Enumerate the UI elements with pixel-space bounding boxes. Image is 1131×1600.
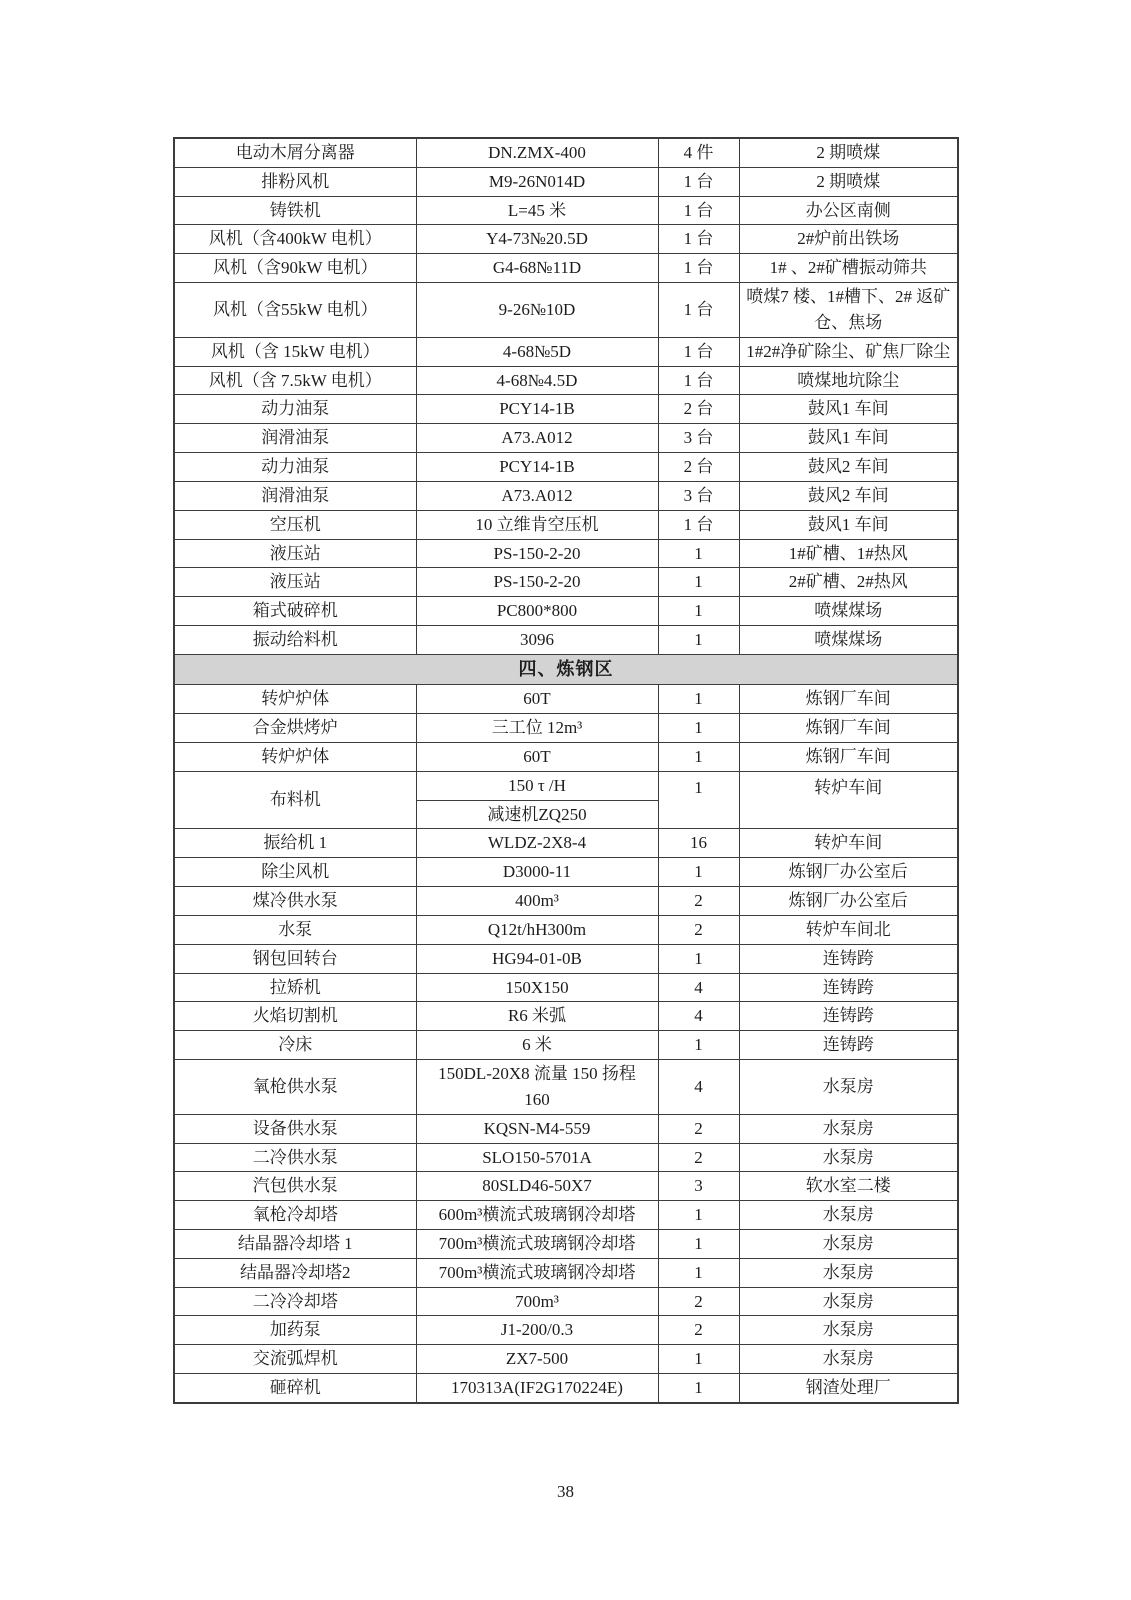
equipment-name-cell: 煤冷供水泵 — [174, 887, 416, 916]
equipment-name-cell: 液压站 — [174, 568, 416, 597]
table-row — [174, 829, 958, 858]
model-cell: D3000-11 — [416, 858, 658, 887]
equipment-name-cell: 加药泵 — [174, 1316, 416, 1345]
equipment-name-cell: 风机（含55kW 电机） — [174, 283, 416, 338]
location-cell: 转炉车间 — [739, 829, 958, 858]
table-row — [174, 685, 958, 714]
table-row — [174, 1316, 958, 1345]
quantity-cell: 1 — [658, 1201, 739, 1230]
equipment-name-cell: 振给机 1 — [174, 829, 416, 858]
table-row — [174, 510, 958, 539]
quantity-cell: 1 — [658, 1345, 739, 1374]
quantity-cell: 1 — [658, 742, 739, 771]
model-cell: 700m³横流式玻璃钢冷却塔 — [416, 1258, 658, 1287]
location-cell: 办公区南侧 — [739, 196, 958, 225]
quantity-cell: 1 台 — [658, 167, 739, 196]
table-row — [174, 395, 958, 424]
table-row — [174, 1002, 958, 1031]
quantity-cell: 16 — [658, 829, 739, 858]
equipment-name-cell: 钢包回转台 — [174, 944, 416, 973]
location-cell: 水泵房 — [739, 1316, 958, 1345]
location-cell: 水泵房 — [739, 1345, 958, 1374]
equipment-name-cell: 布料机 — [174, 771, 416, 829]
equipment-name-cell: 交流弧焊机 — [174, 1345, 416, 1374]
table-row — [174, 714, 958, 743]
equipment-name-cell: 空压机 — [174, 510, 416, 539]
equipment-name-cell: 润滑油泵 — [174, 481, 416, 510]
equipment-name-cell: 转炉炉体 — [174, 685, 416, 714]
location-cell: 水泵房 — [739, 1230, 958, 1259]
page-number: 38 — [557, 1482, 574, 1501]
model-cell: 60T — [416, 742, 658, 771]
equipment-name-cell: 风机（含90kW 电机） — [174, 254, 416, 283]
model-cell: G4-68№11D — [416, 254, 658, 283]
quantity-cell: 2 — [658, 1114, 739, 1143]
equipment-name-cell: 氧枪冷却塔 — [174, 1201, 416, 1230]
equipment-name-cell: 火焰切割机 — [174, 1002, 416, 1031]
table-row — [174, 568, 958, 597]
model-cell: 9-26№10D — [416, 283, 658, 338]
quantity-cell: 4 — [658, 973, 739, 1002]
model-cell: PS-150-2-20 — [416, 568, 658, 597]
table-row — [174, 858, 958, 887]
table-row — [174, 1345, 958, 1374]
table-row — [174, 1258, 958, 1287]
quantity-cell: 3 台 — [658, 481, 739, 510]
table-row — [174, 481, 958, 510]
equipment-table — [173, 137, 959, 1404]
model-cell: L=45 米 — [416, 196, 658, 225]
table-row — [174, 944, 958, 973]
location-cell: 连铸跨 — [739, 1031, 958, 1060]
quantity-cell: 1 — [658, 597, 739, 626]
table-row — [174, 1114, 958, 1143]
location-cell: 软水室二楼 — [739, 1172, 958, 1201]
equipment-name-cell: 砸碎机 — [174, 1374, 416, 1403]
location-cell: 连铸跨 — [739, 944, 958, 973]
location-cell: 炼钢厂办公室后 — [739, 858, 958, 887]
table-row — [174, 1172, 958, 1201]
model-cell: 150 τ /H — [416, 771, 658, 800]
model-cell: Y4-73№20.5D — [416, 225, 658, 254]
quantity-cell: 1 台 — [658, 510, 739, 539]
equipment-name-cell: 二冷供水泵 — [174, 1143, 416, 1172]
model-cell: 6 米 — [416, 1031, 658, 1060]
table-row — [174, 424, 958, 453]
table-row — [174, 283, 958, 338]
location-cell: 连铸跨 — [739, 1002, 958, 1031]
model-cell: 600m³横流式玻璃钢冷却塔 — [416, 1201, 658, 1230]
model-cell: SLO150-5701A — [416, 1143, 658, 1172]
location-cell: 鼓风1 车间 — [739, 424, 958, 453]
quantity-cell: 1 台 — [658, 366, 739, 395]
location-cell: 炼钢厂车间 — [739, 714, 958, 743]
equipment-name-cell: 水泵 — [174, 915, 416, 944]
table-row — [174, 453, 958, 482]
location-cell: 转炉车间北 — [739, 915, 958, 944]
quantity-cell: 4 件 — [658, 138, 739, 167]
quantity-cell: 1 — [658, 1258, 739, 1287]
table-row — [174, 1374, 958, 1403]
equipment-name-cell: 润滑油泵 — [174, 424, 416, 453]
model-cell: A73.A012 — [416, 424, 658, 453]
table-row — [174, 1201, 958, 1230]
quantity-cell: 1 — [658, 771, 739, 829]
quantity-cell: 3 — [658, 1172, 739, 1201]
equipment-name-cell: 结晶器冷却塔2 — [174, 1258, 416, 1287]
quantity-cell: 1 台 — [658, 283, 739, 338]
equipment-name-cell: 电动木屑分离器 — [174, 138, 416, 167]
model-cell: 10 立维肯空压机 — [416, 510, 658, 539]
table-section-row — [174, 654, 958, 684]
equipment-name-cell: 设备供水泵 — [174, 1114, 416, 1143]
location-cell: 2#矿槽、2#热风 — [739, 568, 958, 597]
table-row — [174, 167, 958, 196]
equipment-name-cell: 铸铁机 — [174, 196, 416, 225]
equipment-name-cell: 二冷冷却塔 — [174, 1287, 416, 1316]
location-cell: 钢渣处理厂 — [739, 1374, 958, 1403]
model-cell: DN.ZMX-400 — [416, 138, 658, 167]
equipment-name-cell: 排粉风机 — [174, 167, 416, 196]
quantity-cell: 1 台 — [658, 254, 739, 283]
equipment-name-cell: 汽包供水泵 — [174, 1172, 416, 1201]
location-cell: 喷煤煤场 — [739, 626, 958, 655]
location-cell: 2 期喷煤 — [739, 167, 958, 196]
model-cell: WLDZ-2X8-4 — [416, 829, 658, 858]
location-cell: 炼钢厂车间 — [739, 742, 958, 771]
quantity-cell: 1 — [658, 714, 739, 743]
model-cell: 60T — [416, 685, 658, 714]
quantity-cell: 1 — [658, 568, 739, 597]
quantity-cell: 1 — [658, 858, 739, 887]
model-cell: PC800*800 — [416, 597, 658, 626]
quantity-cell: 1 — [658, 1031, 739, 1060]
quantity-cell: 3 台 — [658, 424, 739, 453]
table-row — [174, 539, 958, 568]
model-cell: 700m³横流式玻璃钢冷却塔 — [416, 1230, 658, 1259]
table-row — [174, 771, 958, 800]
quantity-cell: 2 — [658, 1287, 739, 1316]
model-cell: 80SLD46-50X7 — [416, 1172, 658, 1201]
quantity-cell: 2 — [658, 1143, 739, 1172]
equipment-name-cell: 氧枪供水泵 — [174, 1060, 416, 1115]
quantity-cell: 1 台 — [658, 196, 739, 225]
model-cell: A73.A012 — [416, 481, 658, 510]
quantity-cell: 2 台 — [658, 453, 739, 482]
model-cell: PS-150-2-20 — [416, 539, 658, 568]
model-cell: R6 米弧 — [416, 1002, 658, 1031]
quantity-cell: 1 台 — [658, 337, 739, 366]
location-cell: 水泵房 — [739, 1060, 958, 1115]
table-row — [174, 915, 958, 944]
table-row — [174, 626, 958, 655]
location-cell: 连铸跨 — [739, 973, 958, 1002]
location-cell: 炼钢厂车间 — [739, 685, 958, 714]
location-cell: 喷煤7 楼、1#槽下、2# 返矿仓、焦场 — [739, 283, 958, 338]
equipment-name-cell: 动力油泵 — [174, 395, 416, 424]
model-cell: 3096 — [416, 626, 658, 655]
location-cell: 1# 、2#矿槽振动筛共 — [739, 254, 958, 283]
location-cell: 1#2#净矿除尘、矿焦厂除尘 — [739, 337, 958, 366]
location-cell: 水泵房 — [739, 1287, 958, 1316]
model-cell: 150DL-20X8 流量 150 扬程 160 — [416, 1060, 658, 1115]
quantity-cell: 1 — [658, 685, 739, 714]
location-cell: 水泵房 — [739, 1258, 958, 1287]
quantity-cell: 2 — [658, 1316, 739, 1345]
quantity-cell: 2 台 — [658, 395, 739, 424]
equipment-name-cell: 风机（含 15kW 电机） — [174, 337, 416, 366]
model-cell: 4-68№5D — [416, 337, 658, 366]
equipment-name-cell: 液压站 — [174, 539, 416, 568]
table-row — [174, 254, 958, 283]
model-cell: M9-26N014D — [416, 167, 658, 196]
equipment-name-cell: 合金烘烤炉 — [174, 714, 416, 743]
equipment-table-body — [174, 138, 958, 1403]
model-cell: 150X150 — [416, 973, 658, 1002]
location-cell: 喷煤地坑除尘 — [739, 366, 958, 395]
model-cell: 400m³ — [416, 887, 658, 916]
quantity-cell: 2 — [658, 915, 739, 944]
model-cell: 4-68№4.5D — [416, 366, 658, 395]
quantity-cell: 4 — [658, 1060, 739, 1115]
equipment-name-cell: 振动给料机 — [174, 626, 416, 655]
table-row — [174, 225, 958, 254]
table-row — [174, 196, 958, 225]
model-cell: KQSN-M4-559 — [416, 1114, 658, 1143]
location-cell: 鼓风1 车间 — [739, 395, 958, 424]
location-cell: 炼钢厂办公室后 — [739, 887, 958, 916]
section-header: 四、炼钢区 — [174, 654, 958, 684]
model-cell: ZX7-500 — [416, 1345, 658, 1374]
quantity-cell: 1 — [658, 1374, 739, 1403]
location-cell: 鼓风2 车间 — [739, 453, 958, 482]
location-cell: 鼓风2 车间 — [739, 481, 958, 510]
quantity-cell: 1 台 — [658, 225, 739, 254]
model-cell: 700m³ — [416, 1287, 658, 1316]
model-cell: PCY14-1B — [416, 395, 658, 424]
equipment-name-cell: 除尘风机 — [174, 858, 416, 887]
quantity-cell: 1 — [658, 539, 739, 568]
equipment-name-cell: 拉矫机 — [174, 973, 416, 1002]
table-row — [174, 337, 958, 366]
model-cell: 减速机ZQ250 — [416, 800, 658, 829]
table-row — [174, 1143, 958, 1172]
model-cell: PCY14-1B — [416, 453, 658, 482]
equipment-name-cell: 冷床 — [174, 1031, 416, 1060]
table-row — [174, 887, 958, 916]
quantity-cell: 1 — [658, 944, 739, 973]
table-row — [174, 1230, 958, 1259]
model-cell: HG94-01-0B — [416, 944, 658, 973]
location-cell: 2 期喷煤 — [739, 138, 958, 167]
table-row — [174, 366, 958, 395]
table-row — [174, 1031, 958, 1060]
location-cell: 鼓风1 车间 — [739, 510, 958, 539]
quantity-cell: 4 — [658, 1002, 739, 1031]
location-cell: 转炉车间 — [739, 771, 958, 829]
location-cell: 水泵房 — [739, 1114, 958, 1143]
model-cell: 三工位 12m³ — [416, 714, 658, 743]
model-cell: Q12t/hH300m — [416, 915, 658, 944]
equipment-name-cell: 风机（含 7.5kW 电机） — [174, 366, 416, 395]
table-row — [174, 597, 958, 626]
table-row — [174, 973, 958, 1002]
table-row — [174, 1287, 958, 1316]
quantity-cell: 1 — [658, 626, 739, 655]
table-row — [174, 742, 958, 771]
model-cell: J1-200/0.3 — [416, 1316, 658, 1345]
equipment-name-cell: 动力油泵 — [174, 453, 416, 482]
equipment-name-cell: 风机（含400kW 电机） — [174, 225, 416, 254]
model-cell: 170313A(IF2G170224E) — [416, 1374, 658, 1403]
table-row — [174, 138, 958, 167]
equipment-name-cell: 结晶器冷却塔 1 — [174, 1230, 416, 1259]
location-cell: 2#炉前出铁场 — [739, 225, 958, 254]
location-cell: 喷煤煤场 — [739, 597, 958, 626]
equipment-name-cell: 箱式破碎机 — [174, 597, 416, 626]
location-cell: 水泵房 — [739, 1201, 958, 1230]
equipment-name-cell: 转炉炉体 — [174, 742, 416, 771]
table-row — [174, 1060, 958, 1115]
quantity-cell: 1 — [658, 1230, 739, 1259]
location-cell: 1#矿槽、1#热风 — [739, 539, 958, 568]
quantity-cell: 2 — [658, 887, 739, 916]
location-cell: 水泵房 — [739, 1143, 958, 1172]
